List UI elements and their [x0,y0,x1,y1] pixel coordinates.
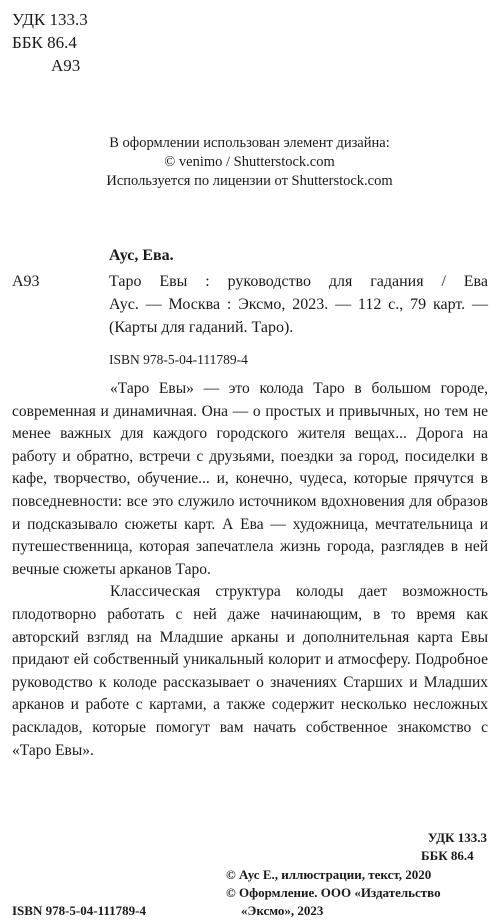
annotation-paragraph-1: «Таро Евы» — это колода Таро в большом городе, современная и динамичная. Она — о простых и привычных, но тем не менее важных для каждого городского жителя вещах... Дорога на работу и обратно, встречи с друзьями, поездки за город, посиделки в кафе, творчество, обучение... и, конечно, чудеса, которые прячутся в повседневности: все это служило источником вдохновения для образов и подсказывало сюжеты карт. А Ева — художница, мечтательница и путешественница, которая запечатлела жизнь города, разглядев в ней вечные сюжеты арканов Таро. [12,380,488,578]
description-line-1: Таро Евы : руководство для гадания / Ева [109,273,488,290]
bbk-code-footer: ББК 86.4 [421,848,474,863]
design-credit-line-2: © venimo / Shutterstock.com [164,154,335,170]
description-line-3: (Карты для гаданий. Таро). [109,319,294,336]
isbn-footer: ISBN 978-5-04-111789-4 [12,903,146,918]
design-credit-line-1: В оформлении использован элемент дизайна: [109,135,390,151]
author-heading: Аус, Ева. [109,247,174,264]
description-line-2: Аус. — Москва : Эксмо, 2023. — 112 с., 79 карт. — [109,296,488,313]
annotation [12,378,488,762]
bbk-code: ББК 86.4 [12,33,77,52]
copyright-line-2: © Оформление. ООО «Издательство [226,885,441,900]
udk-code-footer: УДК 133.3 [427,830,487,845]
isbn-inline: ISBN 978-5-04-111789-4 [109,352,248,367]
udk-code: УДК 133.3 [12,10,88,29]
author-mark-top: А93 [51,56,81,75]
copyright-line-1: © Аус Е., иллюстрации, текст, 2020 [226,867,432,882]
design-credit-line-3: Используется по лицензии от Shutterstock.com [106,173,393,189]
author-mark: А93 [12,273,40,290]
annotation-paragraph-2: Классическая структура колоды дает возможность плодотворно работать с ней даже начинающим, в то время как авторский взгляд на Младшие арканы и дополнительная карта Евы придают ей собственный уникальный колорит и атмосферу. Подробное руководство к колоде рассказывает о значениях Старших и Младших арканов и работе с картами, а также содержит несколько несложных раскладов, которые помогут вам начать собственное знакомство с «Таро Евы». [12,583,488,759]
copyright-line-3: «Эксмо», 2023 [241,903,324,918]
